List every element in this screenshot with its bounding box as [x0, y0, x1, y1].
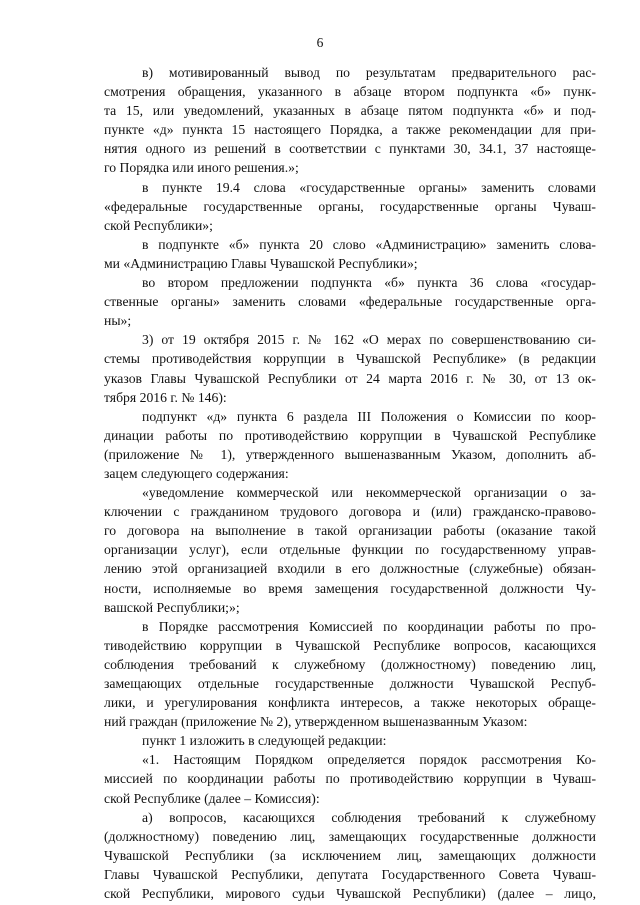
paragraph — [104, 750, 596, 807]
text-line: в подпункте «б» пункта 20 слово «Администрацию» заменить слова- — [142, 236, 596, 252]
text-line: «уведомление коммерческой или некоммерческой организации о за- — [142, 485, 596, 501]
text-line: тября 2016 г. № 146): — [104, 389, 227, 405]
document-body — [104, 63, 596, 903]
text-line: организации услуг), если отдельные функции по государственному управ- — [104, 542, 596, 558]
text-line: ской Республики, мирового судьи Чувашской Республики) (далее – лицо, — [104, 886, 596, 902]
text-line: вашской Республики;»; — [104, 599, 240, 615]
text-line: пункт 1 изложить в следующей редакции: — [142, 733, 387, 749]
text-line: го договора на выполнение в такой организации работы (оказание такой — [104, 523, 596, 539]
text-line: ключении с гражданином трудового договора и (или) гражданско-правово- — [104, 504, 596, 520]
text-line: смотрения обращения, указанного в абзаце втором подпункта «б» пунк- — [104, 84, 596, 100]
text-line: во втором предложении подпункта «б» пункта 36 слова «государ- — [142, 275, 596, 291]
paragraph — [104, 483, 596, 617]
text-line: ской Республике (далее – Комиссия): — [104, 790, 320, 806]
text-line: динации работы по противодействию коррупции в Чувашской Республике — [104, 427, 596, 443]
text-line: нятия одного из решений в соответствии с пунктами 30, 34.1, 37 настояще- — [104, 141, 596, 157]
paragraph — [104, 407, 596, 483]
page-number: 6 — [316, 35, 324, 50]
text-line: в) мотивированный вывод по результатам предварительного рас- — [142, 65, 596, 80]
text-line: Главы Чувашской Республики, депутата Государственного Совета Чуваш- — [104, 866, 596, 882]
text-line: лики, и урегулирования конфликта интересов, а также некоторых обраще- — [104, 695, 596, 711]
text-line: ственные органы» заменить словами «федеральные государственные орга- — [104, 294, 596, 310]
text-line: Чувашской Республики (за исключением лиц, замещающих должности — [104, 847, 596, 863]
text-line: пункте «д» пункта 15 настоящего Порядка, а также рекомендации для при- — [104, 122, 596, 138]
text-line: 3) от 19 октября 2015 г. № 162 «О мерах по совершенствованию си- — [142, 332, 596, 348]
text-line: ской Республики»; — [104, 217, 213, 233]
text-line: миссией по координации работы по противодействию коррупции в Чуваш- — [104, 771, 596, 787]
text-line: (приложение № 1), утвержденного вышеназванным Указом, дополнить аб- — [104, 446, 596, 462]
text-line: в пункте 19.4 слова «государственные органы» заменить словами — [142, 179, 596, 195]
paragraph — [104, 273, 596, 330]
text-line: лению этой организацией входили в его должностные (служебные) обязан- — [104, 561, 596, 577]
paragraph — [104, 178, 596, 235]
text-line: «федеральные государственные органы, государственные органы Чуваш- — [104, 198, 596, 214]
text-line: соблюдения требований к служебному (должностному) поведению лиц, — [104, 656, 596, 672]
text-line: подпункт «д» пункта 6 раздела III Положения о Комиссии по коор- — [142, 408, 596, 424]
paragraph — [104, 63, 596, 178]
text-line: ний граждан (приложение № 2), утвержденном вышеназванным Указом: — [104, 714, 528, 730]
text-line: ны»; — [104, 313, 132, 329]
paragraph — [104, 731, 596, 750]
text-line: в Порядке рассмотрения Комиссией по координации работы по про- — [142, 618, 596, 634]
text-line: стемы противодействия коррупции в Чувашской Республике» (в редакции — [104, 351, 596, 367]
paragraph — [104, 330, 596, 406]
text-line: ми «Администрацию Главы Чувашской Республики»; — [104, 255, 418, 271]
text-line: (должностному) поведению лиц, замещающих государственные должности — [104, 828, 596, 844]
text-line: замещающих отдельные государственные должности Чувашской Респуб- — [104, 676, 596, 691]
paragraph — [104, 808, 596, 903]
text-line: «1. Настоящим Порядком определяется порядок рассмотрения Ко- — [142, 752, 596, 768]
paragraph — [104, 235, 596, 273]
text-line: указов Главы Чувашской Республики от 24 марта 2016 г. № 30, от 13 ок- — [104, 370, 596, 386]
text-line: та 15, или уведомлений, указанных в абзаце пятом подпункта «б» и под- — [104, 103, 596, 119]
text-line: го Порядка или иного решения.»; — [104, 160, 299, 176]
text-line: зацем следующего содержания: — [104, 465, 289, 481]
text-line: тиводействию коррупции в Чувашской Республике вопросов, касающихся — [104, 637, 596, 653]
text-line: ности, исполняемые во время замещения государственной должности Чу- — [104, 580, 596, 596]
paragraph — [104, 617, 596, 732]
text-line: а) вопросов, касающихся соблюдения требований к служебному — [142, 809, 596, 825]
